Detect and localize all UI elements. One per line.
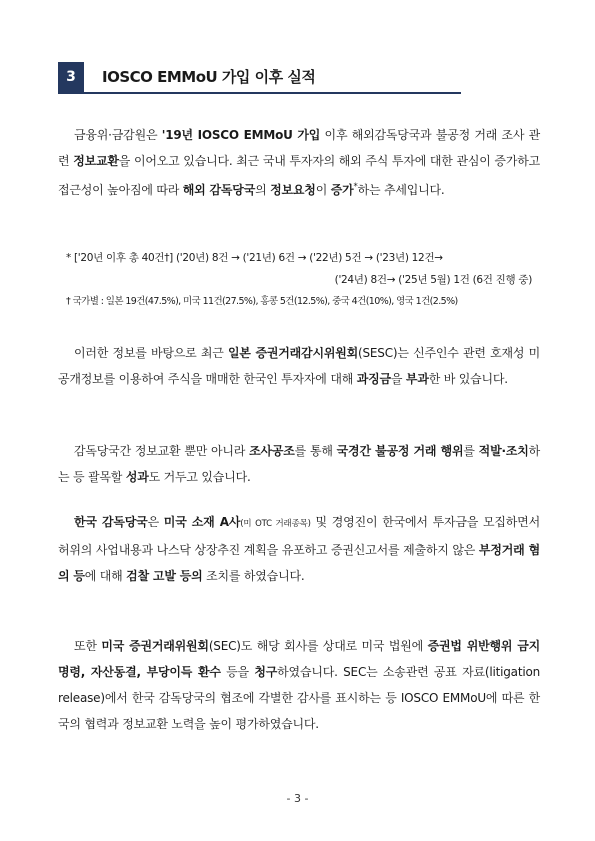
section-number: 3 [58,62,84,92]
page-number: - 3 - [286,792,309,805]
footnote-block [66,247,540,313]
footnote-request-counts: * ['20년 이후 총 40건†] ('20년) 8건 → ('21년) 6건 → ('22년) 5건 → ('23년) 12건→ [66,252,443,264]
section-header [58,62,461,94]
footnote-request-counts-cont: ('24년) 8건→ ('25년 5월) 1건 (6건 진행 중) [334,274,532,286]
paragraph-cooperation: 감독당국간 정보교환 뿐만 아니라 조사공조를 통해 국경간 불공정 거래 행위를 적발·조치하는 등 괄목할 성과도 거두고 있습니다. [58,444,541,484]
paragraph-info-exchange: 금융위·금감원은 '19년 IOSCO EMMoU 가입 이후 해외감독당국과 불공정 거래 조사 관련 정보교환을 이어오고 있습니다. 최근 국내 투자자의 해외 주식 투자에 대한 관심이 증가하고 접근성이 높아짐에 따라 해외 감독당국의 정보요청이 증가*하는 추세입니다. [58,128,540,197]
section-title: IOSCO EMMoU 가입 이후 실적 [102,68,316,86]
paragraph-korea-action: 한국 감독당국은 미국 소재 A사(미 OTC 거래종목) 및 경영진이 한국에서 투자금을 모집하면서 허위의 사업내용과 나스닥 상장추진 계획을 유포하고 증권신고서를 제출하지 않은 부정거래 혐의 등에 대해 검찰 고발 등의 조치를 하였습니다. [58,515,540,583]
paragraph-us-sec: 또한 미국 증권거래위원회(SEC)도 해당 회사를 상대로 미국 법원에 증권법 위반행위 금지 명령, 자산동결, 부당이득 환수 등을 청구하였습니다. SEC는 소송관련 공표 자료(litigation release)에서 한국 감독당국의 협조에 각별한 감사를 표시하는 등 IOSCO EMMoU에 따른 한국의 협력과 정보교환 노력을 높이 평가하였습니다. [58,639,541,731]
footnote-by-country: † 국가별 : 일본 19건(47.5%), 미국 11건(27.5%), 홍콩 5건(12.5%), 중국 4건(10%), 영국 1건(2.5%) [66,296,458,307]
paragraph-japan-sesc: 이러한 정보를 바탕으로 최근 일본 증권거래감시위원회(SESC)는 신주인수 관련 호재성 미공개정보를 이용하여 주식을 매매한 한국인 투자자에 대해 과징금을 부과한 바 있습니다. [58,346,541,386]
